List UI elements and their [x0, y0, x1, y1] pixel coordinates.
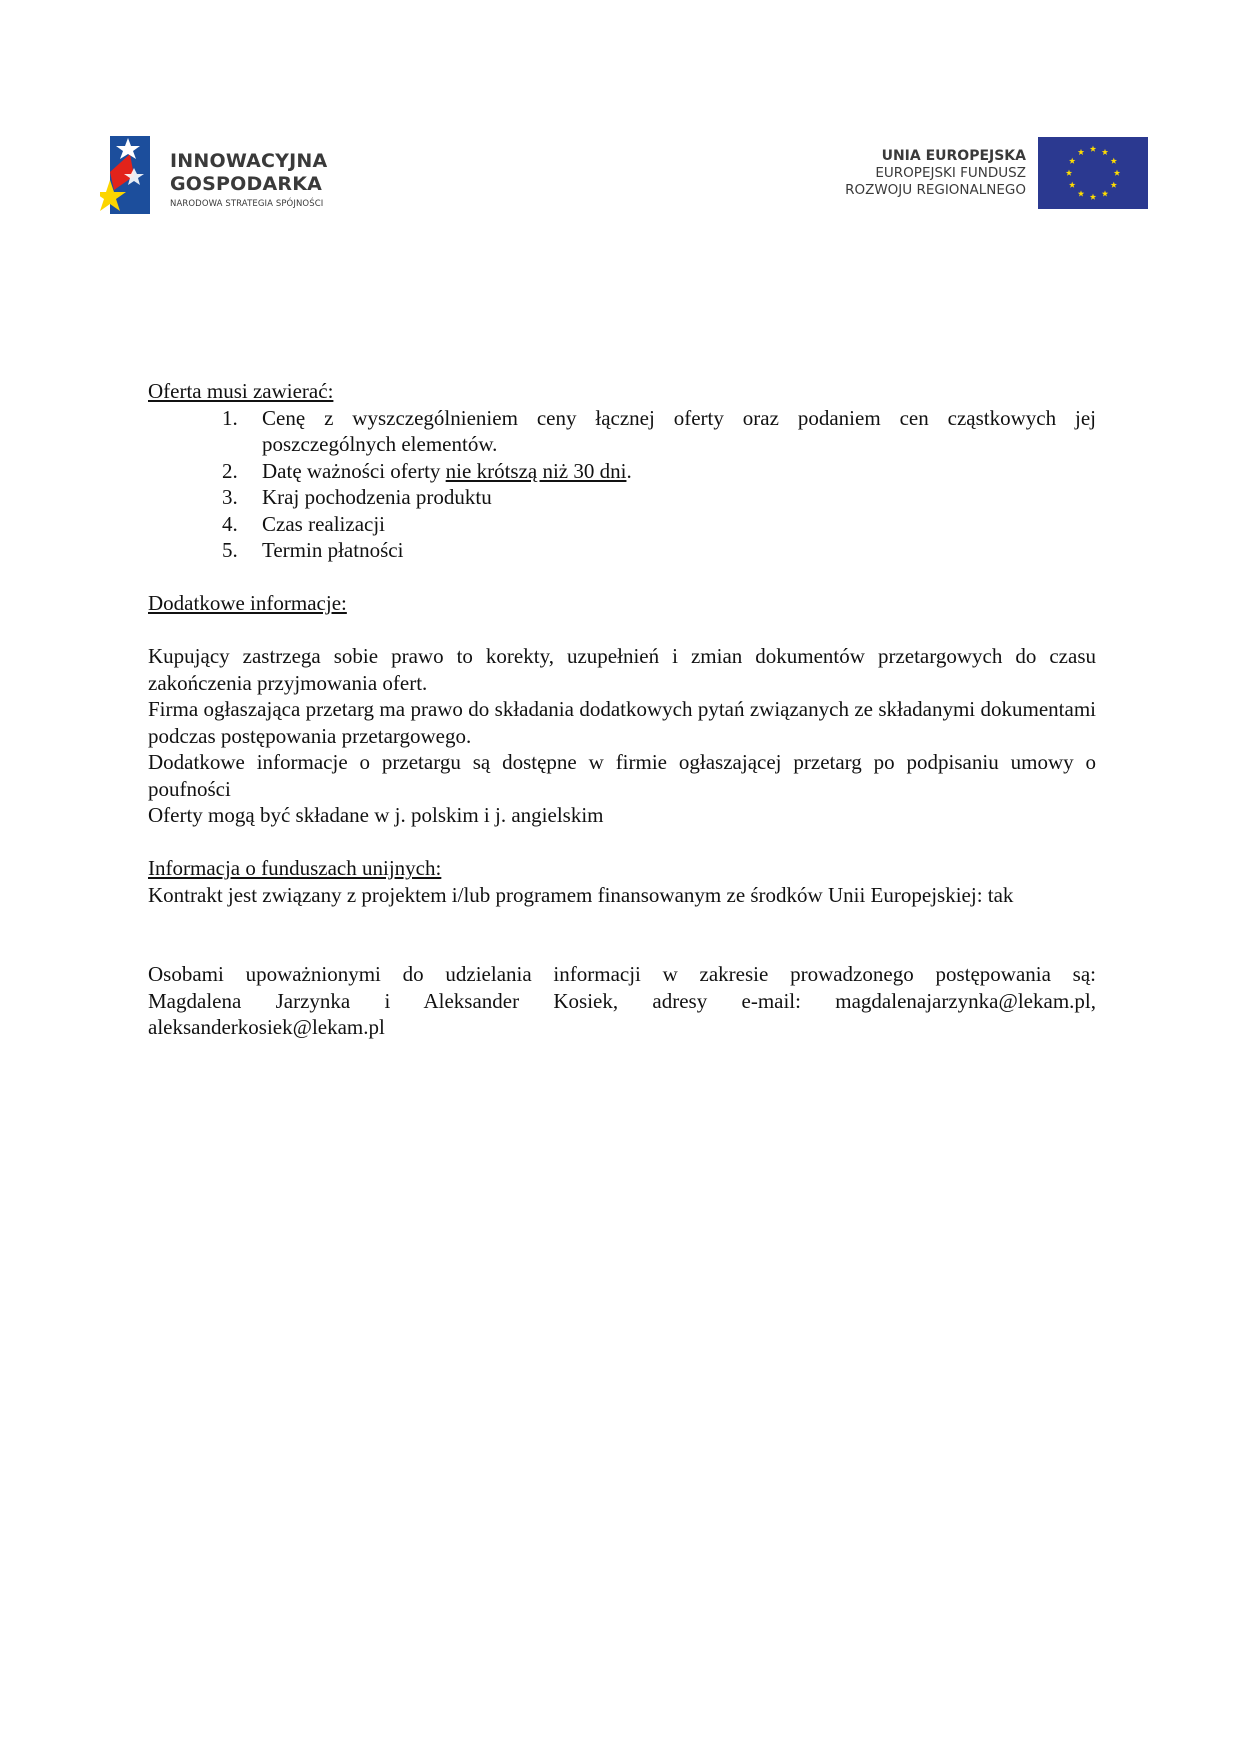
- additional-info-heading: Dodatkowe informacje:: [148, 591, 347, 615]
- unia-europejska-text: [845, 147, 1026, 199]
- list-item-number: 4.: [222, 511, 238, 536]
- list-item: [148, 458, 1096, 485]
- innowacyjna-gospodarka-text: [170, 150, 327, 210]
- offer-heading: Oferta musi zawierać:: [148, 379, 334, 403]
- contacts-line: Magdalena Jarzynka i Aleksander Kosiek, adresy e-mail: magdalenajarzynka@lekam.pl,: [148, 988, 1096, 1013]
- logo-line-unia-europejska: UNIA EUROPEJSKA: [881, 148, 1026, 164]
- list-item-text: Czas realizacji: [262, 511, 386, 536]
- contacts-line: Osobami upoważnionymi do udzielania informacji w zakresie prowadzonego postępowania są:: [148, 962, 1096, 986]
- list-item-number: 1.: [222, 405, 238, 430]
- list-item-text-end: .: [626, 458, 632, 483]
- eu-flag-icon: [1038, 137, 1148, 209]
- document-body: [148, 378, 1096, 1041]
- logo-line-rozwoju: ROZWOJU REGIONALNEGO: [845, 182, 1026, 198]
- list-item: [148, 511, 1096, 538]
- list-item: [148, 484, 1096, 511]
- additional-info-paragraph: Kupujący zastrzega sobie prawo to korekty, uzupełnień i zmian dokumentów przetargowych do czasu zakończenia przyjmowania ofert.: [148, 644, 1096, 695]
- list-item: [148, 405, 1096, 458]
- additional-info-paragraph: Firma ogłaszająca przetarg ma prawo do składania dodatkowych pytań związanych ze składanymi dokumentami podczas postępowania przetargowego.: [148, 697, 1096, 748]
- unia-europejska-logo: [818, 137, 1148, 209]
- list-item-number: 5.: [222, 538, 238, 562]
- list-item-text: Termin płatności: [262, 538, 404, 562]
- logo-line-innowacyjna: INNOWACYJNA: [170, 150, 328, 172]
- offer-requirements-list: [148, 405, 1096, 564]
- list-item-number: 2.: [222, 458, 238, 483]
- list-item-text: Kraj pochodzenia produktu: [262, 485, 492, 509]
- list-item-text: Datę ważności oferty: [262, 458, 446, 483]
- innowacyjna-gospodarka-logo: [100, 132, 370, 220]
- additional-info-paragraph: Dodatkowe informacje o przetargu są dostępne w firmie ogłaszającej przetarg po podpisaniu umowy o poufności: [148, 750, 1096, 801]
- list-item-underlined-text: nie krótszą niż 30 dni: [445, 458, 627, 483]
- innowacyjna-gospodarka-mark-icon: [100, 132, 152, 216]
- logo-line-gospodarka: GOSPODARKA: [170, 173, 323, 195]
- eu-funds-text: Kontrakt jest związany z projektem i/lub programem finansowanym ze środków Unii Europejskiej: tak: [148, 882, 1014, 907]
- logo-line-fundusz: EUROPEJSKI FUNDUSZ: [875, 165, 1026, 181]
- list-item: [148, 537, 1096, 564]
- contacts-line: aleksanderkosiek@lekam.pl: [148, 1015, 385, 1039]
- list-item-text: Cenę z wyszczególnieniem ceny łącznej oferty oraz podaniem cen cząstkowych jej poszczególnych elementów.: [262, 405, 1096, 456]
- eu-funds-heading: Informacja o funduszach unijnych:: [148, 856, 442, 880]
- logo-line-strategia: NARODOWA STRATEGIA SPÓJNOŚCI: [170, 199, 324, 209]
- additional-info-paragraph: Oferty mogą być składane w j. polskim i j. angielskim: [148, 803, 604, 827]
- list-item-number: 3.: [222, 485, 238, 509]
